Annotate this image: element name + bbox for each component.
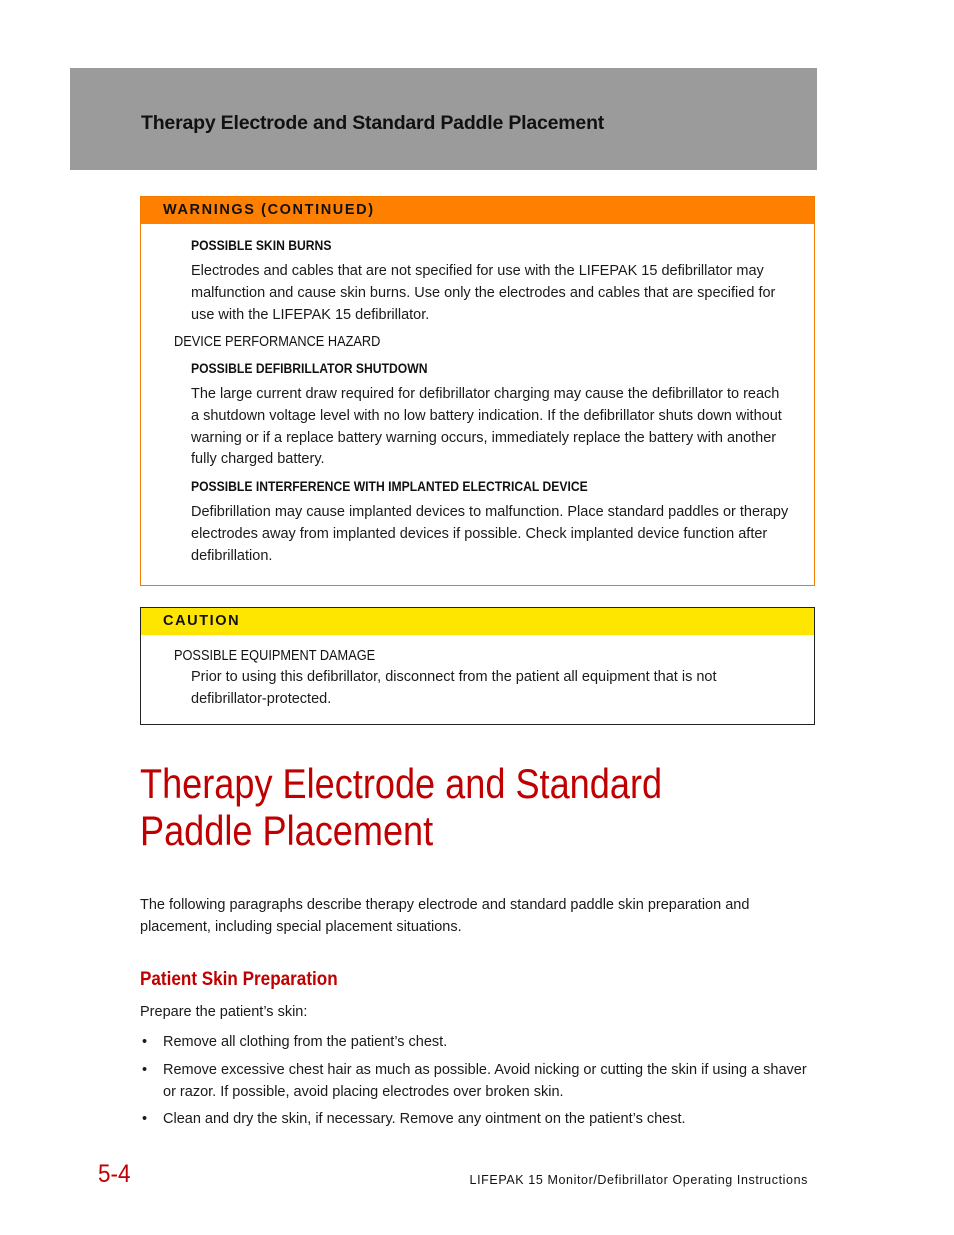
warnings-box: [140, 196, 815, 586]
prep-intro: Prepare the patient’s skin:: [140, 1004, 308, 1020]
warnings-heading: WARNINGS (CONTINUED): [141, 197, 814, 224]
bullet-icon: •: [142, 1034, 148, 1050]
page-title: Therapy Electrode and Standard Paddle Placement: [140, 760, 663, 854]
footer-doc-title: LIFEPAK 15 Monitor/Defibrillator Operating Instructions: [469, 1173, 808, 1187]
section-header-band: [70, 68, 817, 170]
prep-bullet-list: [140, 1032, 810, 1137]
warning-subheading: POSSIBLE DEFIBRILLATOR SHUTDOWN: [191, 361, 428, 376]
page-number: 5-4: [98, 1160, 131, 1188]
warning-subheading: POSSIBLE SKIN BURNS: [191, 238, 332, 253]
caution-heading: CAUTION: [141, 608, 814, 635]
list-item: • Remove excessive chest hair as much as possible. Avoid nicking or cutting the skin if using a shaver or razor. If possible, avoid placing electrodes over broken skin.: [142, 1061, 807, 1100]
bullet-icon: •: [142, 1111, 148, 1128]
running-header-title: Therapy Electrode and Standard Paddle Placement: [141, 112, 605, 134]
section-heading: Patient Skin Preparation: [140, 969, 338, 990]
warning-text: The large current draw required for defibrillator charging may cause the defibrillator to reach a shutdown voltage level with no low battery indication. If the defibrillator shuts down without warning or if a replace battery warning occurs, immediately replace the battery with another fully charged battery.: [191, 386, 782, 468]
caution-text: Prior to using this defibrillator, disconnect from the patient all equipment that is not defibrillator-protected.: [191, 669, 717, 707]
intro-paragraph: The following paragraphs describe therapy electrode and standard paddle skin preparation and placement, including special placement situations.: [140, 897, 750, 935]
list-item: • Remove all clothing from the patient’s chest.: [140, 1032, 810, 1054]
warning-text: Defibrillation may cause implanted devices to malfunction. Place standard paddles or therapy electrodes away from implanted devices if possible. Check implanted device function after defibrillation.: [191, 504, 789, 564]
warning-subheading: POSSIBLE INTERFERENCE WITH IMPLANTED ELECTRICAL DEVICE: [191, 479, 588, 494]
caution-box: [140, 607, 815, 725]
list-item: • Clean and dry the skin, if necessary. Remove any ointment on the patient’s chest.: [140, 1109, 810, 1131]
bullet-icon: •: [142, 1061, 148, 1078]
warning-text: Electrodes and cables that are not specified for use with the LIFEPAK 15 defibrillator may malfunction and cause skin burns. Use only the electrodes and cables that are specified for use with the LIFEPAK 15 defibrillator.: [191, 263, 776, 323]
hazard-label: DEVICE PERFORMANCE HAZARD: [174, 334, 381, 350]
caution-hazard-label: POSSIBLE EQUIPMENT DAMAGE: [174, 648, 376, 664]
